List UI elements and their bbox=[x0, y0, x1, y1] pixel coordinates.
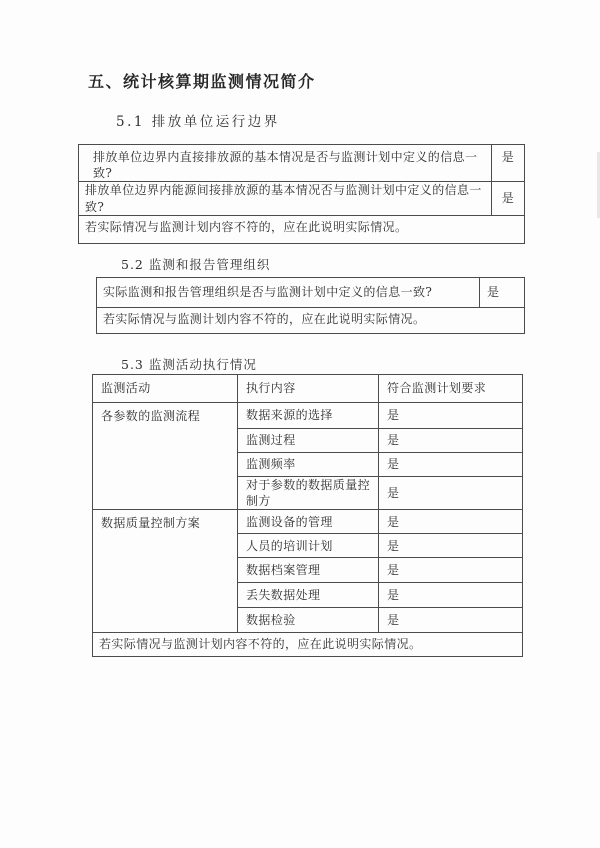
note-cell: 若实际情况与监测计划内容不符的，应在此说明实际情况。 bbox=[97, 308, 525, 334]
conform-cell: 是 bbox=[379, 429, 523, 453]
document-title: 五、统计核算期监测情况简介 bbox=[88, 74, 316, 91]
conform-cell: 是 bbox=[379, 558, 523, 583]
col-header-content: 执行内容 bbox=[238, 375, 379, 403]
conform-cell: 是 bbox=[379, 510, 523, 534]
content-cell: 监测过程 bbox=[238, 429, 379, 453]
conform-cell: 是 bbox=[379, 453, 523, 477]
content-cell: 监测设备的管理 bbox=[238, 510, 379, 534]
monitoring-activity-table bbox=[92, 374, 523, 657]
conform-cell: 是 bbox=[379, 534, 523, 558]
conform-cell: 是 bbox=[379, 608, 523, 633]
section-heading-5-1: 5.1 排放单位运行边界 bbox=[116, 114, 280, 130]
section-heading-5-3: 5.3 监测活动执行情况 bbox=[121, 357, 257, 372]
note-cell: 若实际情况与监测计划内容不符的，应在此说明实际情况。 bbox=[79, 215, 525, 243]
content-cell: 数据档案管理 bbox=[238, 558, 379, 583]
table-row bbox=[97, 278, 525, 308]
operating-boundary-table bbox=[78, 144, 525, 244]
col-header-activity: 监测活动 bbox=[93, 375, 238, 403]
activity-group-cell: 数据质量控制方案 bbox=[93, 510, 238, 633]
table-row bbox=[79, 182, 525, 215]
answer-cell: 是 bbox=[492, 145, 525, 182]
conform-cell: 是 bbox=[379, 583, 523, 608]
answer-cell: 是 bbox=[492, 182, 525, 215]
content-cell: 监测频率 bbox=[238, 453, 379, 477]
section-heading-5-2: 5.2 监测和报告管理组织 bbox=[121, 257, 271, 272]
monitoring-org-table bbox=[96, 277, 525, 334]
content-cell: 人员的培训计划 bbox=[238, 534, 379, 558]
table-row bbox=[93, 403, 523, 429]
table-row bbox=[79, 215, 525, 243]
conform-cell: 是 bbox=[379, 403, 523, 429]
table-row bbox=[93, 633, 523, 657]
header-row bbox=[93, 375, 523, 403]
question-cell: 排放单位边界内直接排放源的基本情况是否与监测计划中定义的信息一致? bbox=[79, 145, 492, 182]
col-header-conform: 符合监测计划要求 bbox=[379, 375, 523, 403]
answer-cell: 是 bbox=[480, 278, 525, 308]
content-cell: 对于参数的数据质量控制方 bbox=[238, 477, 379, 510]
content-cell: 数据检验 bbox=[238, 608, 379, 633]
content-cell: 丢失数据处理 bbox=[238, 583, 379, 608]
question-cell: 实际监测和报告管理组织是否与监测计划中定义的信息一致? bbox=[97, 278, 480, 308]
content-cell: 数据来源的选择 bbox=[238, 403, 379, 429]
note-cell: 若实际情况与监测计划内容不符的，应在此说明实际情况。 bbox=[93, 633, 523, 657]
table-row bbox=[97, 308, 525, 334]
activity-group-cell: 各参数的监测流程 bbox=[93, 403, 238, 510]
table-row bbox=[93, 510, 523, 534]
question-cell: 排放单位边界内能源间接排放源的基本情况否与监测计划中定义的信息一致? bbox=[79, 182, 492, 215]
table-row bbox=[79, 145, 525, 182]
conform-cell: 是 bbox=[379, 477, 523, 510]
